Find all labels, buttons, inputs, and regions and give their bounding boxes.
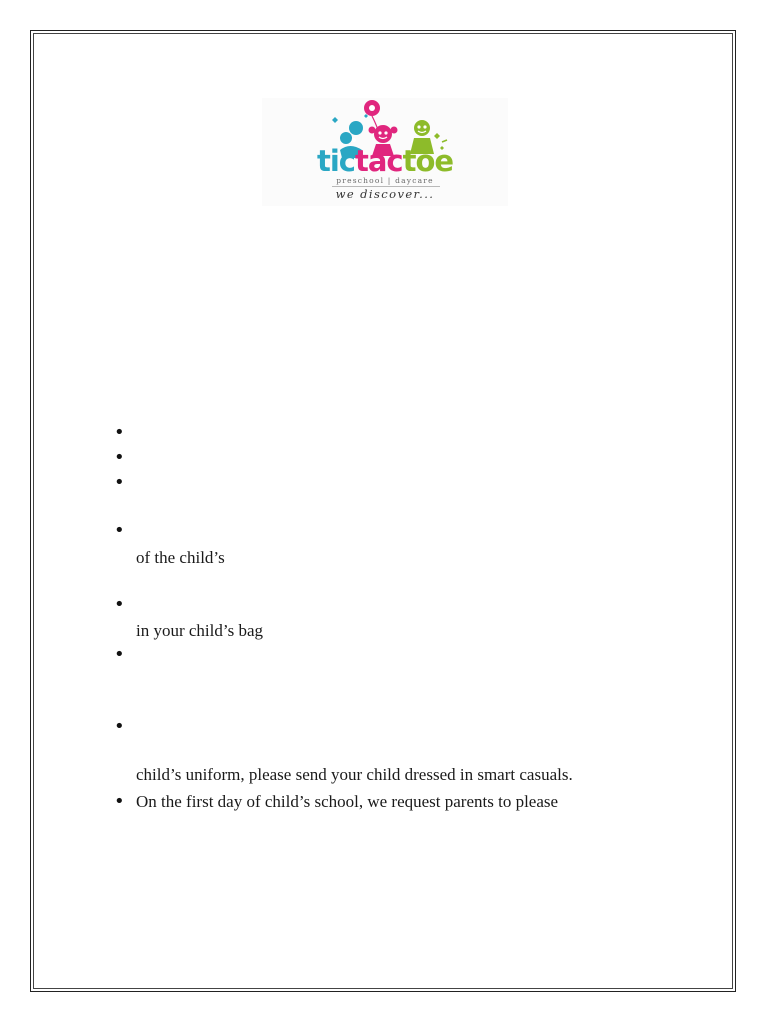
list-item-continuation: child’s uniform, please send your child dressed in smart casuals. xyxy=(136,765,573,784)
logo-subtitle: preschool | daycare xyxy=(336,176,434,185)
bullet-marker: • xyxy=(114,472,125,493)
logo-word-tac: tac xyxy=(354,144,403,178)
bullet-marker: • xyxy=(114,447,125,468)
logo-word-tic: tic xyxy=(316,144,355,178)
bullet-marker: • xyxy=(114,644,125,665)
logo-word-toe: toe xyxy=(402,144,454,178)
bullet-marker: • xyxy=(114,422,125,443)
bullet-marker: • xyxy=(114,716,125,737)
list-item-continuation: of the child’s xyxy=(136,548,225,567)
logo-tagline: we discover... xyxy=(335,187,435,201)
bullet-marker: • xyxy=(114,520,125,541)
list-item-text: On the first day of child’s school, we request parents to please xyxy=(136,792,559,811)
bullet-marker: • xyxy=(114,594,125,615)
list-item-continuation: in your child’s bag xyxy=(136,621,264,640)
bullet-marker: • xyxy=(114,791,125,812)
